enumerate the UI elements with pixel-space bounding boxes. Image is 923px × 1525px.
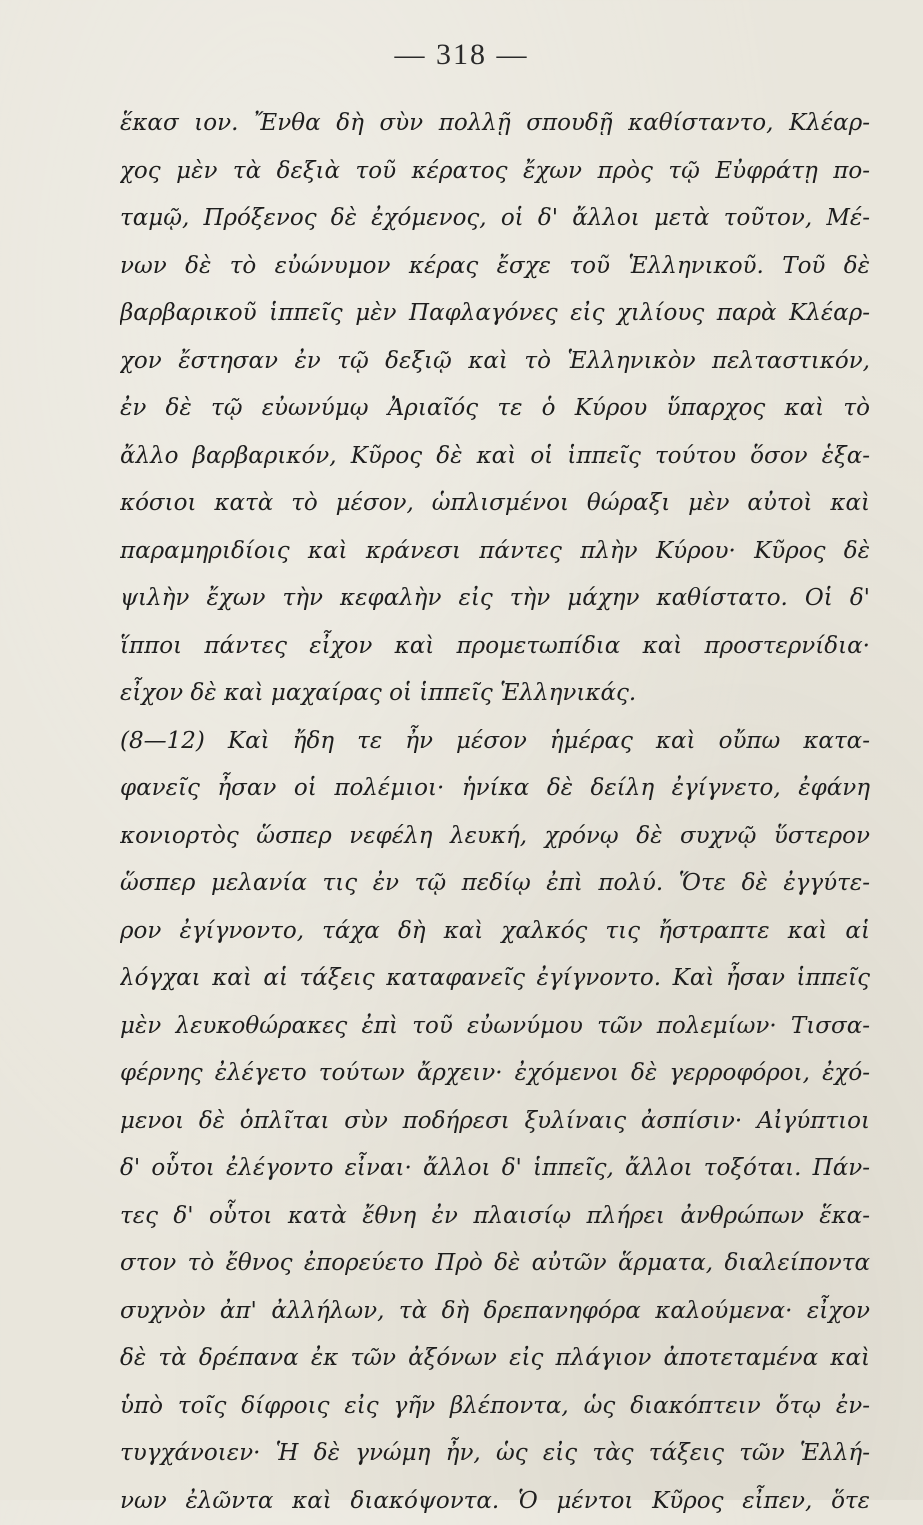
text-line: ἄλλο βαρβαρικόν, Κῦρος δὲ καὶ οἱ ἱππεῖς τούτου ὅσον ἑξα- (120, 433, 870, 481)
text-line: φανεῖς ἦσαν οἱ πολέμιοι· ἡνίκα δὲ δείλη ἐγίγνετο, ἐφάνη (120, 765, 870, 813)
text-line: νων ἐλῶντα καὶ διακόψοντα. Ὁ μέντοι Κῦρος εἶπεν, ὅτε (120, 1478, 870, 1525)
text-line: συχνὸν ἀπ' ἀλλήλων, τὰ δὴ δρεπανηφόρα καλούμενα· εἶχον (120, 1288, 870, 1336)
body-text (120, 100, 870, 1525)
text-line: νων δὲ τὸ εὐώνυμον κέρας ἔσχε τοῦ Ἑλληνικοῦ. Τοῦ δὲ (120, 243, 870, 291)
text-line: εἶχον δὲ καὶ μαχαίρας οἱ ἱππεῖς Ἑλληνικάς. (120, 670, 870, 718)
text-line: δὲ τὰ δρέπανα ἐκ τῶν ἀξόνων εἰς πλάγιον ἀποτεταμένα καὶ (120, 1335, 870, 1383)
page-number: — 318 — (0, 38, 923, 72)
text-line: χος μὲν τὰ δεξιὰ τοῦ κέρατος ἔχων πρὸς τῷ Εὐφράτῃ πο- (120, 148, 870, 196)
text-line: δ' οὗτοι ἐλέγοντο εἶναι· ἄλλοι δ' ἱππεῖς, ἄλλοι τοξόται. Πάν- (120, 1145, 870, 1193)
text-line: παραμηριδίοις καὶ κράνεσι πάντες πλὴν Κύρου· Κῦρος δὲ (120, 528, 870, 576)
text-line: κόσιοι κατὰ τὸ μέσον, ὡπλισμένοι θώραξι μὲν αὐτοὶ καὶ (120, 480, 870, 528)
text-line: χον ἔστησαν ἐν τῷ δεξιῷ καὶ τὸ Ἑλληνικὸν πελταστικόν, (120, 338, 870, 386)
text-line: ἐν δὲ τῷ εὐωνύμῳ Ἀριαῖός τε ὁ Κύρου ὕπαρχος καὶ τὸ (120, 385, 870, 433)
text-line: βαρβαρικοῦ ἱππεῖς μὲν Παφλαγόνες εἰς χιλίους παρὰ Κλέαρ- (120, 290, 870, 338)
text-line: ρον ἐγίγνοντο, τάχα δὴ καὶ χαλκός τις ἤστραπτε καὶ αἱ (120, 908, 870, 956)
text-line: φέρνης ἐλέγετο τούτων ἄρχειν· ἐχόμενοι δὲ γερροφόροι, ἐχό- (120, 1050, 870, 1098)
text-line: ἕκασ ιον. Ἔνθα δὴ σὺν πολλῇ σπουδῇ καθίσταντο, Κλέαρ- (120, 100, 870, 148)
text-line: ὥσπερ μελανία τις ἐν τῷ πεδίῳ ἐπὶ πολύ. Ὅτε δὲ ἐγγύτε- (120, 860, 870, 908)
text-line: τες δ' οὗτοι κατὰ ἔθνη ἐν πλαισίῳ πλήρει ἀνθρώπων ἕκα- (120, 1193, 870, 1241)
text-line: λόγχαι καὶ αἱ τάξεις καταφανεῖς ἐγίγνοντο. Καὶ ἦσαν ἱππεῖς (120, 955, 870, 1003)
text-line: ταμῷ, Πρόξενος δὲ ἐχόμενος, οἱ δ' ἄλλοι μετὰ τοῦτον, Μέ- (120, 195, 870, 243)
text-line: ἵπποι πάντες εἶχον καὶ προμετωπίδια καὶ προστερνίδια· (120, 623, 870, 671)
text-line: ψιλὴν ἔχων τὴν κεφαλὴν εἰς τὴν μάχην καθίστατο. Οἱ δ' (120, 575, 870, 623)
text-line: (8—12) Καὶ ἤδη τε ἦν μέσον ἡμέρας καὶ οὔπω κατα- (120, 718, 870, 766)
text-line: μενοι δὲ ὁπλῖται σὺν ποδήρεσι ξυλίναις ἀσπίσιν· Αἰγύπτιοι (120, 1098, 870, 1146)
text-line: κονιορτὸς ὥσπερ νεφέλη λευκή, χρόνῳ δὲ συχνῷ ὕστερον (120, 813, 870, 861)
text-line: μὲν λευκοθώρακες ἐπὶ τοῦ εὐωνύμου τῶν πολεμίων· Τισσα- (120, 1003, 870, 1051)
text-line: ὑπὸ τοῖς δίφροις εἰς γῆν βλέποντα, ὡς διακόπτειν ὅτῳ ἐν- (120, 1383, 870, 1431)
text-line: στον τὸ ἔθνος ἐπορεύετο Πρὸ δὲ αὐτῶν ἅρματα, διαλείποντα (120, 1240, 870, 1288)
text-line: τυγχάνοιεν· Ἡ δὲ γνώμη ἦν, ὡς εἰς τὰς τάξεις τῶν Ἑλλή- (120, 1430, 870, 1478)
